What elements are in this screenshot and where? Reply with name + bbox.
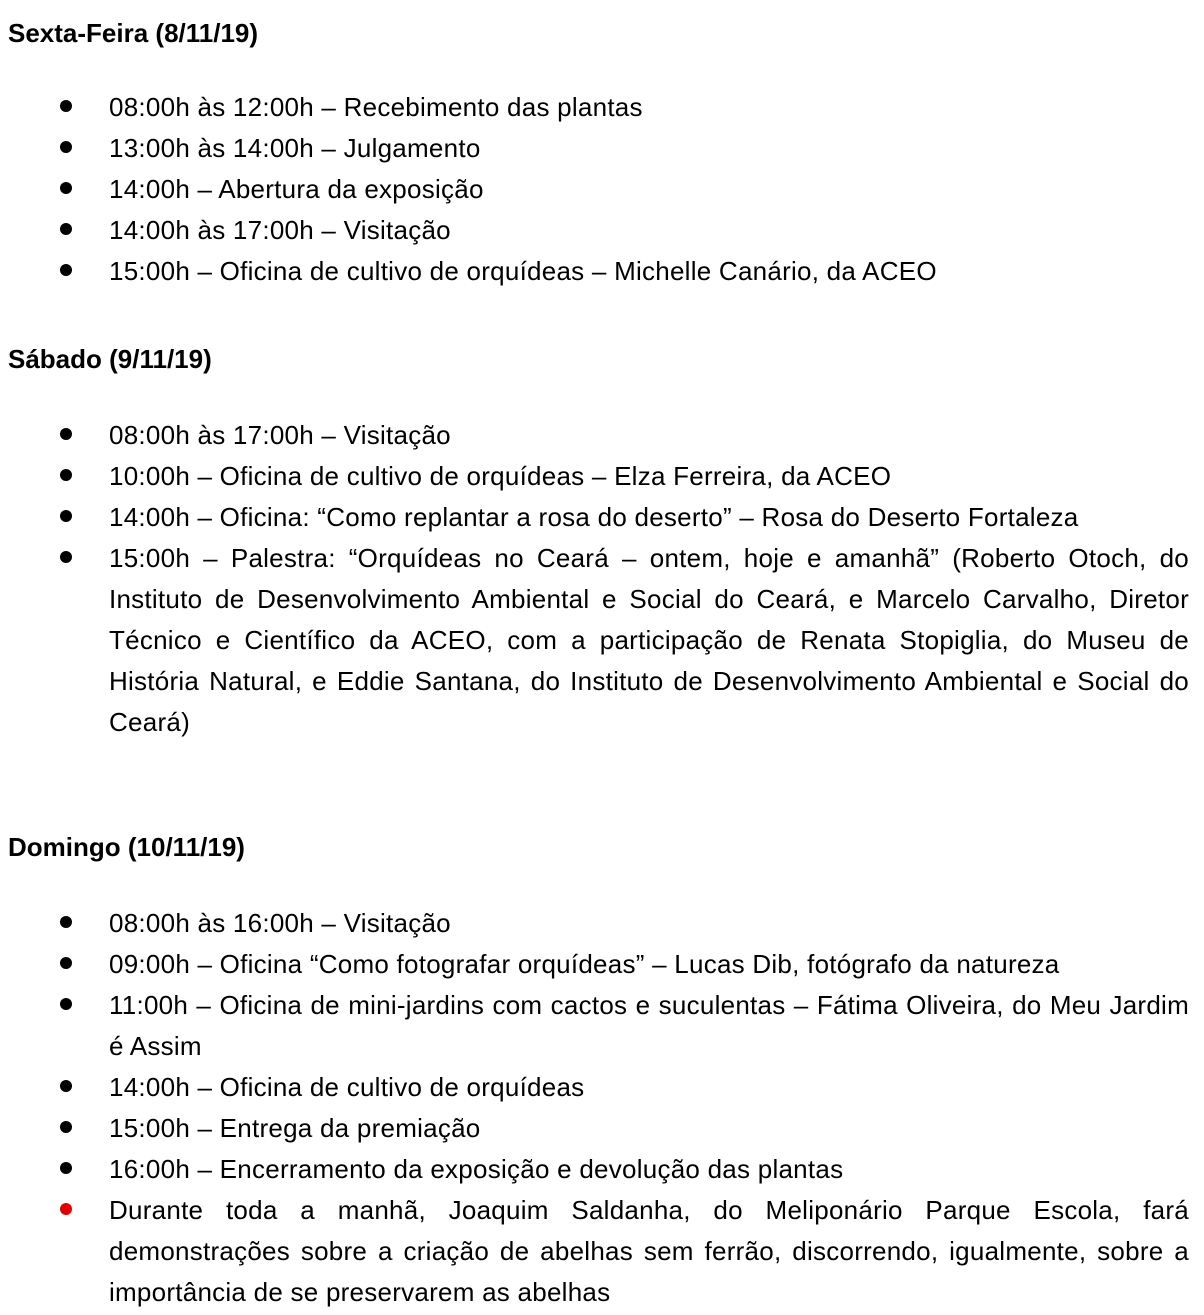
schedule-list-saturday <box>0 415 1204 743</box>
bullet-icon <box>60 100 72 112</box>
list-item <box>0 87 1204 128</box>
item-text: 16:00h – Encerramento da exposição e devolução das plantas <box>109 1154 844 1184</box>
bullet-icon <box>60 510 72 522</box>
item-text: 08:00h às 12:00h – Recebimento das plantas <box>109 92 643 122</box>
item-text: 15:00h – Entrega da premiação <box>109 1113 481 1143</box>
list-item <box>0 1108 1204 1149</box>
item-text: 13:00h às 14:00h – Julgamento <box>109 133 481 163</box>
bullet-icon <box>60 469 72 481</box>
bullet-icon <box>60 264 72 276</box>
list-item <box>0 210 1204 251</box>
list-item <box>0 251 1204 292</box>
list-item <box>0 415 1204 456</box>
day-heading-sunday: Domingo (10/11/19) <box>8 832 245 862</box>
list-item <box>0 169 1204 210</box>
item-text: 15:00h – Palestra: “Orquídeas no Ceará – ontem, hoje e amanhã” (Roberto Otoch, do Instituto de Desenvolvimento Ambiental e Social do Ceará, e Marcelo Carvalho, Diretor Técnico e Científico da ACEO, com a participação de Renata Stopiglia, do Museu de História Natural, e Eddie Santana, do Instituto de Desenvolvimento Ambiental e Social do Ceará) <box>109 543 1189 737</box>
bullet-icon <box>60 141 72 153</box>
list-item <box>0 1149 1204 1190</box>
list-item <box>0 497 1204 538</box>
bullet-icon <box>60 998 72 1010</box>
day-heading-saturday: Sábado (9/11/19) <box>8 344 212 374</box>
bullet-icon <box>60 551 72 563</box>
bullet-icon <box>60 428 72 440</box>
item-text: 14:00h – Oficina de cultivo de orquídeas <box>109 1072 585 1102</box>
item-text: 09:00h – Oficina “Como fotografar orquídeas” – Lucas Dib, fotógrafo da natureza <box>109 949 1060 979</box>
red-bullet-icon <box>60 1203 72 1215</box>
item-text: 15:00h – Oficina de cultivo de orquídeas – Michelle Canário, da ACEO <box>109 256 937 286</box>
list-item <box>0 1067 1204 1108</box>
bullet-icon <box>60 182 72 194</box>
list-item <box>0 456 1204 497</box>
item-text: Durante toda a manhã, Joaquim Saldanha, do Meliponário Parque Escola, fará demonstrações sobre a criação de abelhas sem ferrão, discorrendo, igualmente, sobre a importância de se preservarem as abelhas <box>109 1195 1189 1307</box>
bullet-icon <box>60 1080 72 1092</box>
schedule-list-friday <box>0 87 1204 292</box>
bullet-icon <box>60 1162 72 1174</box>
item-text: 11:00h – Oficina de mini-jardins com cactos e suculentas – Fátima Oliveira, do Meu Jardim é Assim <box>109 990 1189 1061</box>
bullet-icon <box>60 223 72 235</box>
item-text: 10:00h – Oficina de cultivo de orquídeas – Elza Ferreira, da ACEO <box>109 461 892 491</box>
list-item <box>0 128 1204 169</box>
item-text: 14:00h às 17:00h – Visitação <box>109 215 451 245</box>
bullet-icon <box>60 1121 72 1133</box>
list-item <box>0 944 1204 985</box>
list-item <box>0 985 1204 1067</box>
schedule-list-sunday <box>0 903 1204 1313</box>
bullet-icon <box>60 957 72 969</box>
list-item <box>0 903 1204 944</box>
day-heading-friday: Sexta-Feira (8/11/19) <box>8 18 259 48</box>
item-text: 14:00h – Oficina: “Como replantar a rosa do deserto” – Rosa do Deserto Fortaleza <box>109 502 1079 532</box>
item-text: 08:00h às 17:00h – Visitação <box>109 420 451 450</box>
item-text: 14:00h – Abertura da exposição <box>109 174 484 204</box>
item-text: 08:00h às 16:00h – Visitação <box>109 908 451 938</box>
list-item <box>0 1190 1204 1313</box>
bullet-icon <box>60 916 72 928</box>
list-item <box>0 538 1204 743</box>
